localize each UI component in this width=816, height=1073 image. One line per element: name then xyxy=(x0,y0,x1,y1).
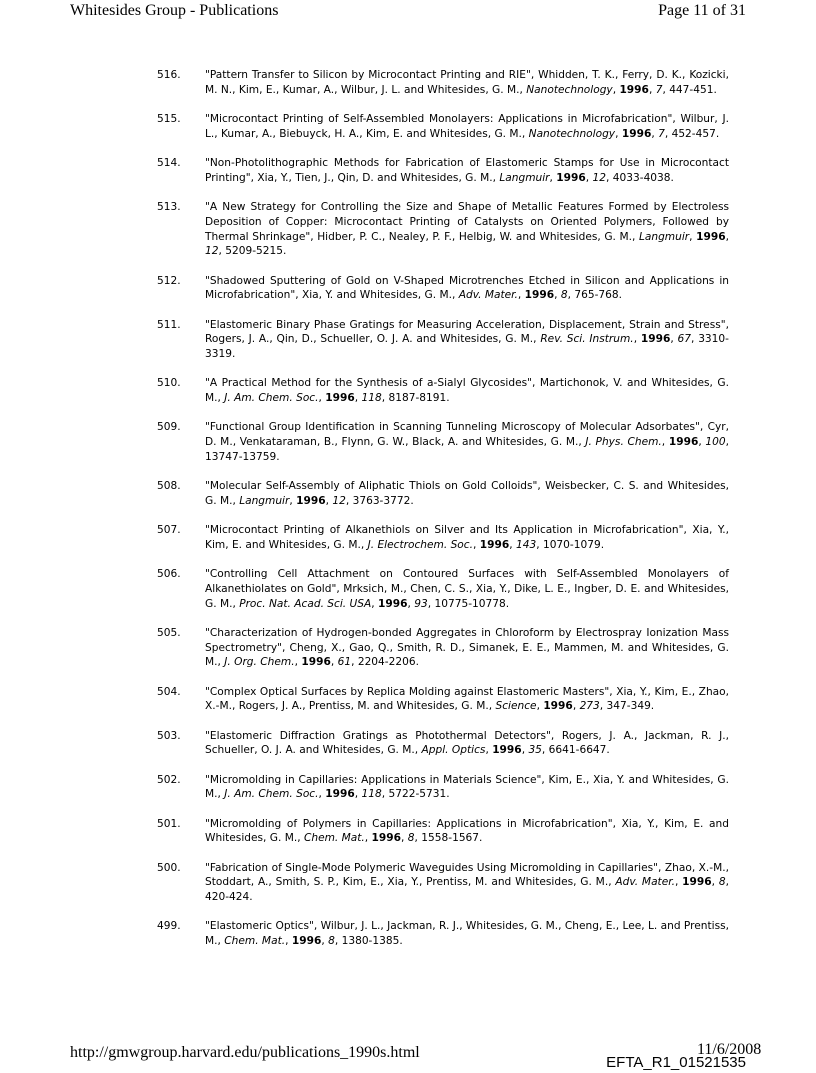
publication-title: "Microcontact Printing of Alkanethiols on Silver and Its Application in Microfabrication" xyxy=(205,524,684,537)
publication-year: 1996 xyxy=(696,230,726,243)
publication-citation: "Molecular Self-Assembly of Aliphatic Thiols on Gold Colloids", Weisbecker, C. S. and Whitesides, G. M., Langmuir, 1996, 12, 3763-3772. xyxy=(205,480,729,507)
publication-year: 1996 xyxy=(325,788,355,801)
page-header-title: Whitesides Group - Publications xyxy=(70,2,279,19)
page-number: Page 11 of 31 xyxy=(658,2,746,19)
publication-citation: "Microcontact Printing of Self-Assembled Monolayers: Applications in Microfabrication", Wilbur, J. L., Kumar, A., Biebuyck, H. A., Kim, E. and Whitesides, G. M., Nanotechnology, 1996, 7, 452-457. xyxy=(205,112,729,140)
publication-number: 501. xyxy=(157,817,181,830)
publication-citation: "Elastomeric Optics", Wilbur, J. L., Jackman, R. J., Whitesides, G. M., Cheng, E., Lee, L. and Prentiss, M., Chem. Mat., 1996, 8, 1380-1385. xyxy=(205,920,729,948)
publication-citation: "Controlling Cell Attachment on Contoured Surfaces with Self-Assembled Monolayers of Alkanethiolates on Gold", Mrksich, M., Chen, C. S., Xia, Y., Dike, L. E., Ingber, D. E. and Whitesides, G. M., Proc. Nat. Acad. Sci. USA, 1996, 93, 10775-10778. xyxy=(205,568,729,610)
publication-year: 1996 xyxy=(640,333,671,346)
publication-volume: 118 xyxy=(361,788,382,801)
publication-title: "Pattern Transfer to Silicon by Microcontact Printing and RIE" xyxy=(205,69,531,81)
publication-entry xyxy=(157,420,729,464)
publication-journal: Chem. Mat. xyxy=(303,832,365,845)
publication-pages: 4033-4038. xyxy=(612,171,674,184)
publication-authors: , Xia, Y. and Whitesides, G. M., xyxy=(295,289,459,302)
publication-year: 1996 xyxy=(378,597,408,610)
publication-pages: 6641-6647. xyxy=(548,744,610,757)
publication-title: "Functional Group Identification in Scanning Tunneling Microscopy of Molecular Adsorbates" xyxy=(205,421,700,434)
publication-citation: "Elastomeric Diffraction Gratings as Photothermal Detectors", Rogers, J. A., Jackman, R. J., Schueller, O. J. A. and Whitesides, G. M., Appl. Optics, 1996, 35, 6641-6647. xyxy=(205,729,729,757)
publication-entry xyxy=(157,567,729,611)
publication-authors: , Hidber, P. C., Nealey, P. F., Helbig, W. and Whitesides, G. M., xyxy=(310,230,639,243)
publication-authors: , Zhao, X.-M., Stoddart, A., Smith, S. P., Kim, E., Xia, Y., Prentiss, M. and Whitesides, G. M., xyxy=(205,861,729,889)
publication-journal: J. Am. Chem. Soc. xyxy=(224,788,319,801)
publication-year: 1996 xyxy=(668,436,699,449)
publication-journal: Adv. Mater. xyxy=(458,289,518,302)
publication-authors: , Whidden, T. K., Ferry, D. K., Kozicki, M. N., Kim, E., Kumar, A., Wilbur, J. L. and Whitesides, G. M., xyxy=(205,69,729,96)
publication-entry xyxy=(157,156,729,186)
publication-list xyxy=(157,68,729,963)
publication-volume: 67 xyxy=(677,333,692,346)
publication-year: 1996 xyxy=(492,744,522,757)
publication-number: 510. xyxy=(157,377,181,390)
publication-volume: 93 xyxy=(414,597,428,610)
publication-entry xyxy=(157,523,729,553)
publication-title: "Fabrication of Single-Mode Polymeric Waveguides Using Micromolding in Capillaries" xyxy=(205,861,659,874)
publication-pages: 447-451. xyxy=(669,83,717,96)
publication-entry xyxy=(157,817,729,847)
publication-year: 1996 xyxy=(301,656,331,669)
publication-number: 506. xyxy=(157,568,181,581)
publication-year: 1996 xyxy=(543,700,573,713)
publication-title: "A Practical Method for the Synthesis of a-Sialyl Glycosides" xyxy=(205,377,533,390)
publication-year: 1996 xyxy=(479,538,510,551)
publication-pages: 1380-1385. xyxy=(341,935,403,948)
publication-number: 512. xyxy=(157,274,181,287)
publication-volume: 8 xyxy=(328,935,335,948)
publication-authors: , Cheng, X., Gao, Q., Smith, R. D., Simanek, E. E., Mammen, M. and Whitesides, G. M., xyxy=(205,641,729,669)
publication-authors: , Xia, Y., Kim, E. and Whitesides, G. M., xyxy=(205,524,729,551)
publication-journal: J. Am. Chem. Soc. xyxy=(224,392,319,405)
publication-authors: , Xia, Y., Kim, E., Zhao, X.-M., Rogers, J. A., Prentiss, M. and Whitesides, G. M., xyxy=(205,685,729,713)
publication-title: "Characterization of Hydrogen-bonded Aggregates in Chloroform by Electrospray Ionization Mass Spectrometry" xyxy=(205,626,729,654)
publication-volume: 100 xyxy=(705,436,726,449)
footer-date: 11/6/2008 xyxy=(697,1041,762,1058)
publication-journal: Appl. Optics xyxy=(421,744,486,757)
publication-number: 509. xyxy=(157,421,181,434)
publication-journal: J. Electrochem. Soc. xyxy=(367,538,473,551)
publication-journal: Rev. Sci. Instrum. xyxy=(540,333,634,346)
publication-pages: 10775-10778. xyxy=(434,597,510,610)
publication-volume: 12 xyxy=(332,494,346,507)
publication-number: 507. xyxy=(157,524,181,537)
publication-title: "Molecular Self-Assembly of Aliphatic Thiols on Gold Colloids" xyxy=(205,480,538,493)
publication-volume: 61 xyxy=(337,656,352,669)
publication-number: 515. xyxy=(157,112,181,125)
publication-title: "Controlling Cell Attachment on Contoured Surfaces with Self-Assembled Monolayers of Alkanethiolates on Gold" xyxy=(205,568,729,595)
publication-entry xyxy=(157,376,729,406)
publication-journal: J. Org. Chem. xyxy=(224,656,295,669)
publication-entry xyxy=(157,274,729,304)
publication-citation: "Complex Optical Surfaces by Replica Molding against Elastomeric Masters", Xia, Y., Kim, E., Zhao, X.-M., Rogers, J. A., Prentiss, M. and Whitesides, G. M., Science, 1996, 273, 347-349. xyxy=(205,685,729,713)
publication-citation: "Micromolding in Capillaries: Applications in Materials Science", Kim, E., Xia, Y. and Whitesides, G. M., J. Am. Chem. Soc., 1996, 118, 5722-5731. xyxy=(205,773,729,801)
publication-volume: 118 xyxy=(361,392,382,405)
publication-volume: 8 xyxy=(407,832,415,845)
publication-pages: 3310-3319. xyxy=(205,333,729,361)
publication-pages: 1558-1567. xyxy=(421,832,483,845)
publication-title: "Shadowed Sputtering of Gold on V-Shaped Microtrenches Etched in Silicon and Applications in Microfabrication" xyxy=(205,274,729,302)
publication-number: 499. xyxy=(157,920,181,933)
publication-number: 502. xyxy=(157,773,181,786)
publication-entry xyxy=(157,626,729,670)
publication-pages: 1070-1079. xyxy=(542,538,605,551)
publication-title: "Micromolding of Polymers in Capillaries: Applications in Microfabrication" xyxy=(205,817,613,830)
publication-title: "Elastomeric Binary Phase Gratings for Measuring Acceleration, Displacement, Strain and Stress" xyxy=(205,318,726,331)
publication-authors: , Weisbecker, C. S. and Whitesides, G. M., xyxy=(205,480,729,507)
publication-title: "Non-Photolithographic Methods for Fabrication of Elastomeric Stamps for Use in Microcontact Printing" xyxy=(205,156,729,184)
publication-citation: "Pattern Transfer to Silicon by Microcontact Printing and RIE", Whidden, T. K., Ferry, D. K., Kozicki, M. N., Kim, E., Kumar, A., Wilbur, J. L. and Whitesides, G. M., Nanotechnology, 1996, 7, 447-451. xyxy=(205,69,729,96)
publication-authors: , Mrksich, M., Chen, C. S., Xia, Y., Dike, L. E., Ingber, D. E. and Whitesides, G. M., xyxy=(205,582,729,610)
publication-journal: Proc. Nat. Acad. Sci. USA xyxy=(239,597,372,610)
publication-year: 1996 xyxy=(621,127,652,140)
publication-authors: , Rogers, J. A., Qin, D., Schueller, O. J. A. and Whitesides, G. M., xyxy=(205,318,729,346)
publication-citation: "Microcontact Printing of Alkanethiols on Silver and Its Application in Microfabrication", Xia, Y., Kim, E. and Whitesides, G. M., J. Electrochem. Soc., 1996, 143, 1070-1079. xyxy=(205,524,729,551)
publication-entry xyxy=(157,479,729,509)
publication-number: 514. xyxy=(157,156,181,169)
publication-number: 516. xyxy=(157,69,181,81)
publication-journal: Langmuir xyxy=(499,171,550,184)
document-id: EFTA_R1_01521535 xyxy=(606,1054,746,1071)
publication-pages: 347-349. xyxy=(606,700,655,713)
publication-authors: , Xia, Y., Kim, E. and Whitesides, G. M., xyxy=(205,817,729,845)
publication-number: 505. xyxy=(157,626,181,639)
publication-year: 1996 xyxy=(682,876,712,889)
publication-year: 1996 xyxy=(556,171,586,184)
publication-entry xyxy=(157,919,729,949)
publication-title: "Micromolding in Capillaries: Applications in Materials Science" xyxy=(205,773,542,786)
publication-pages: 8187-8191. xyxy=(388,392,450,405)
publication-entry xyxy=(157,200,729,259)
publication-entry xyxy=(157,729,729,759)
publication-journal: J. Phys. Chem. xyxy=(585,436,662,449)
publication-entry xyxy=(157,773,729,803)
publication-pages: 765-768. xyxy=(574,289,623,302)
publication-entry xyxy=(157,861,729,905)
publication-volume: 35 xyxy=(528,744,542,757)
publication-citation: "Shadowed Sputtering of Gold on V-Shaped Microtrenches Etched in Silicon and Applications in Microfabrication", Xia, Y. and Whitesides, G. M., Adv. Mater., 1996, 8, 765-768. xyxy=(205,274,729,302)
publication-title: "A New Strategy for Controlling the Size and Shape of Metallic Features Formed by Electroless Deposition of Copper: Microcontact Printing of Catalysts on Oriented Polymers, Followed by Thermal Shrinkage" xyxy=(205,200,729,243)
publication-year: 1996 xyxy=(619,83,649,96)
publication-journal: Adv. Mater. xyxy=(615,876,675,889)
publication-year: 1996 xyxy=(291,935,322,948)
publication-volume: 12 xyxy=(592,171,607,184)
publication-number: 508. xyxy=(157,480,181,493)
publication-volume: 143 xyxy=(515,538,537,551)
publication-authors: , Martichonok, V. and Whitesides, G. M., xyxy=(205,377,729,405)
publication-volume: 12 xyxy=(205,245,219,258)
publication-citation: "Characterization of Hydrogen-bonded Aggregates in Chloroform by Electrospray Ionization Mass Spectrometry", Cheng, X., Gao, Q., Smith, R. D., Simanek, E. E., Mammen, M. and Whitesides, G. M., J. Org. Chem., 1996, 61, 2204-2206. xyxy=(205,626,729,669)
publication-authors: , Kim, E., Xia, Y. and Whitesides, G. M., xyxy=(205,773,729,801)
publication-journal: Science xyxy=(495,700,537,713)
publication-title: "Elastomeric Diffraction Gratings as Photothermal Detectors" xyxy=(205,729,551,742)
publication-volume: 8 xyxy=(560,289,568,302)
publication-year: 1996 xyxy=(325,392,355,405)
publication-volume: 8 xyxy=(718,876,726,889)
publication-title: "Microcontact Printing of Self-Assembled Monolayers: Applications in Microfabrication" xyxy=(205,112,673,125)
publication-authors: , Wilbur, J. L., Jackman, R. J., Whitesides, G. M., Cheng, E., Lee, L. and Prentiss, M., xyxy=(205,920,729,948)
publication-authors: , Wilbur, J. L., Kumar, A., Biebuyck, H. A., Kim, E. and Whitesides, G. M., xyxy=(205,112,729,140)
publication-volume: 7 xyxy=(658,127,665,140)
publication-pages: 2204-2206. xyxy=(357,656,419,669)
publication-authors: , Rogers, J. A., Jackman, R. J., Schueller, O. J. A. and Whitesides, G. M., xyxy=(205,729,729,757)
publication-citation: "Fabrication of Single-Mode Polymeric Waveguides Using Micromolding in Capillaries", Zhao, X.-M., Stoddart, A., Smith, S. P., Kim, E., Xia, Y., Prentiss, M. and Whitesides, G. M., Adv. Mater., 1996, 8, 420-424. xyxy=(205,861,729,904)
publication-volume: 273 xyxy=(579,700,600,713)
publication-journal: Nanotechnology xyxy=(528,127,616,140)
publication-authors: , Xia, Y., Tien, J., Qin, D. and Whitesides, G. M., xyxy=(250,171,500,184)
publication-entry xyxy=(157,318,729,362)
publication-number: 504. xyxy=(157,685,181,698)
publication-pages: 3763-3772. xyxy=(352,494,414,507)
publication-pages: 452-457. xyxy=(671,127,720,140)
publication-journal: Langmuir xyxy=(239,494,290,507)
publication-pages: 5722-5731. xyxy=(388,788,450,801)
publication-journal: Chem. Mat. xyxy=(224,935,286,948)
publication-entry xyxy=(157,68,729,98)
publication-journal: Nanotechnology xyxy=(526,83,613,96)
publication-citation: "Micromolding of Polymers in Capillaries: Applications in Microfabrication", Xia, Y., Kim, E. and Whitesides, G. M., Chem. Mat., 1996, 8, 1558-1567. xyxy=(205,817,729,845)
publication-citation: "Elastomeric Binary Phase Gratings for Measuring Acceleration, Displacement, Strain and Stress", Rogers, J. A., Qin, D., Schueller, O. J. A. and Whitesides, G. M., Rev. Sci. Instrum., 1996, 67, 3310-3319. xyxy=(205,318,729,361)
publication-year: 1996 xyxy=(524,289,555,302)
publication-pages: 13747-13759. xyxy=(205,450,280,463)
publication-pages: 420-424. xyxy=(205,891,253,904)
publication-number: 511. xyxy=(157,318,181,331)
publication-year: 1996 xyxy=(296,494,326,507)
publication-citation: "Functional Group Identification in Scanning Tunneling Microscopy of Molecular Adsorbates", Cyr, D. M., Venkataraman, B., Flynn, G. W., Black, A. and Whitesides, G. M., J. Phys. Chem., 1996, 100, 13747-13759. xyxy=(205,421,730,463)
publication-volume: 7 xyxy=(655,83,663,96)
publication-year: 1996 xyxy=(371,832,402,845)
footer-url: http://gmwgroup.harvard.edu/publications_1990s.html xyxy=(70,1044,420,1061)
publication-entry xyxy=(157,685,729,715)
publication-title: "Complex Optical Surfaces by Replica Molding against Elastomeric Masters" xyxy=(205,685,610,698)
publication-pages: 5209-5215. xyxy=(225,245,287,258)
publication-number: 513. xyxy=(157,200,181,213)
publication-journal: Langmuir xyxy=(638,230,690,243)
publication-entry xyxy=(157,112,729,142)
publication-number: 500. xyxy=(157,861,181,874)
publication-citation: "Non-Photolithographic Methods for Fabrication of Elastomeric Stamps for Use in Microcontact Printing", Xia, Y., Tien, J., Qin, D. and Whitesides, G. M., Langmuir, 1996, 12, 4033-4038. xyxy=(205,156,729,184)
publication-number: 503. xyxy=(157,729,181,742)
publication-citation: "A New Strategy for Controlling the Size and Shape of Metallic Features Formed by Electroless Deposition of Copper: Microcontact Printing of Catalysts on Oriented Polymers, Followed by Thermal Shrinkage", Hidber, P. C., Nealey, P. F., Helbig, W. and Whitesides, G. M., Langmuir, 1996, 12, 5209-5215. xyxy=(205,200,729,258)
publication-citation: "A Practical Method for the Synthesis of a-Sialyl Glycosides", Martichonok, V. and Whitesides, G. M., J. Am. Chem. Soc., 1996, 118, 8187-8191. xyxy=(205,377,729,405)
publication-title: "Elastomeric Optics" xyxy=(205,920,314,933)
publication-authors: , Cyr, D. M., Venkataraman, B., Flynn, G. W., Black, A. and Whitesides, G. M., xyxy=(205,421,730,449)
